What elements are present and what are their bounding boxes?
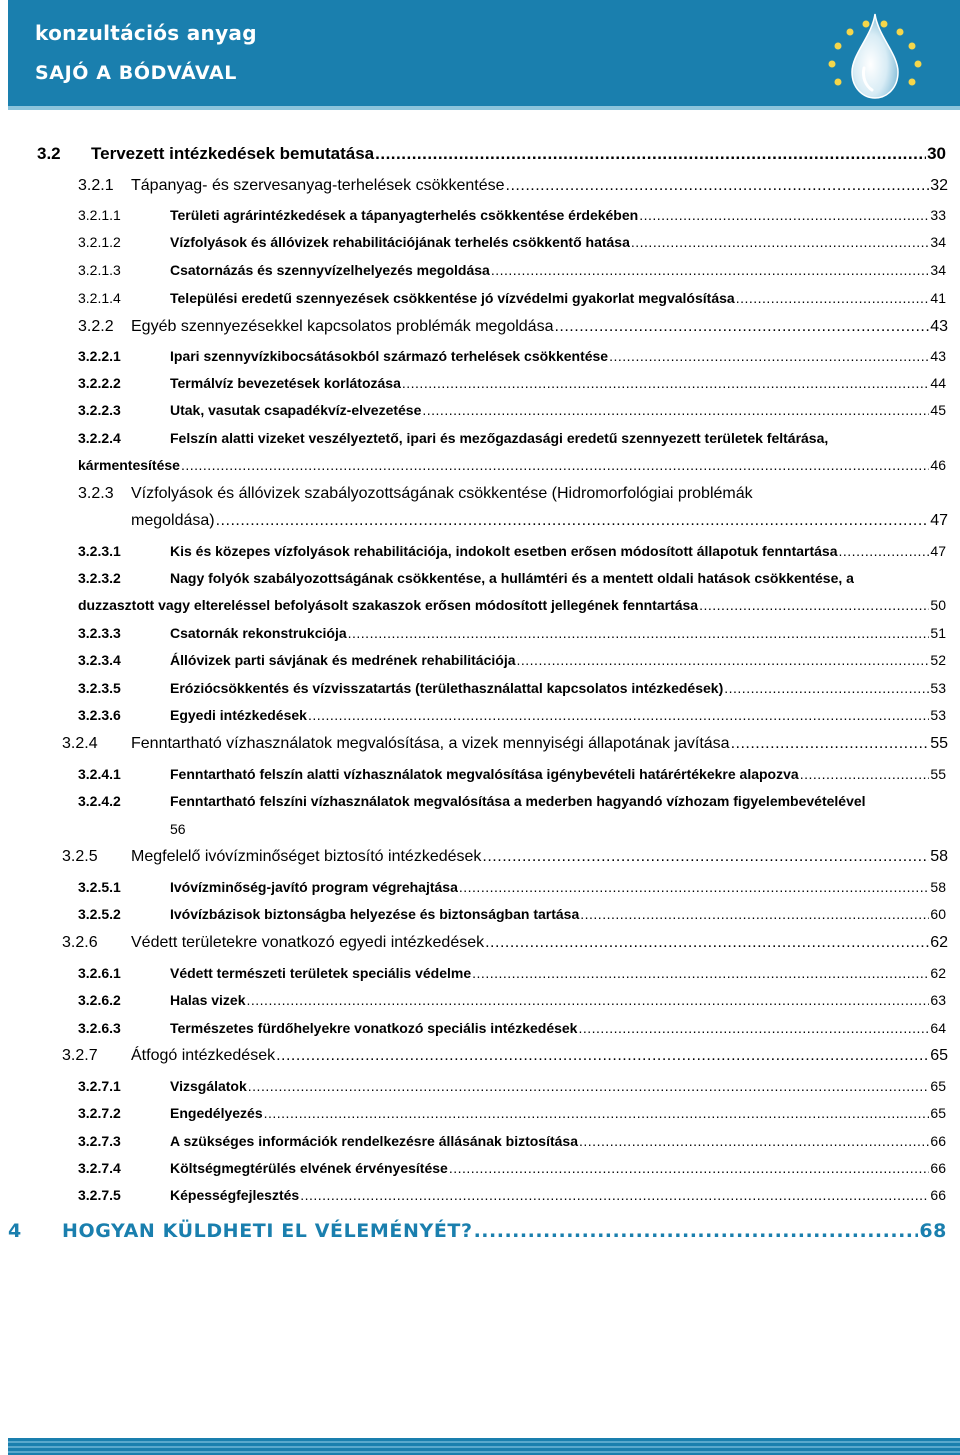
toc-title: Nagy folyók szabályozottságának csökkentése, a hullámtéri és a mentett oldali hatások csökkentése, a [170, 570, 854, 586]
toc-title: Termálvíz bevezetések korlátozása [170, 375, 401, 391]
toc-number: 3.2.2.2 [78, 375, 121, 391]
toc-entry[interactable] [78, 1187, 946, 1203]
toc-number: 3.2.3.5 [78, 680, 121, 696]
toc-title: Költségmegtérülés elvének érvényesítése [170, 1160, 448, 1176]
toc-number: 3.2.6.1 [78, 965, 121, 981]
toc-leader [839, 543, 930, 559]
toc-entry[interactable] [78, 766, 946, 782]
toc-page: 44 [930, 375, 946, 391]
toc-entry[interactable] [78, 1105, 946, 1121]
toc-title-continuation: kármentesítése [78, 457, 180, 473]
toc-page: 58 [930, 879, 946, 895]
toc-title: Engedélyezés [170, 1105, 263, 1121]
toc-page: 65 [930, 1078, 946, 1094]
toc-page: 46 [930, 457, 946, 473]
toc-page: 64 [930, 1020, 946, 1036]
toc-number: 3.2.1.1 [78, 207, 121, 223]
toc-title: A szükséges információk rendelkezésre állásának biztosítása [170, 1133, 579, 1149]
toc-entry[interactable] [78, 402, 946, 418]
toc-number: 3.2.7.5 [78, 1187, 121, 1203]
toc-number: 3.2.2.3 [78, 402, 121, 418]
toc-number: 3.2.6 [62, 934, 98, 951]
toc-title: Vizsgálatok [170, 1078, 247, 1094]
toc-number: 3.2.3.2 [78, 570, 121, 586]
toc-title: Természetes fürdőhelyekre vonatkozó speciális intézkedések [170, 1020, 578, 1036]
toc-leader [264, 1105, 930, 1121]
toc-entry[interactable] [78, 680, 946, 696]
toc-entry[interactable] [78, 1020, 946, 1036]
toc-leader [578, 1020, 929, 1036]
toc-entry[interactable] [78, 652, 946, 668]
toc-page: 51 [930, 625, 946, 641]
toc-number: 3.2.3.3 [78, 625, 121, 641]
toc-page: 60 [930, 906, 946, 922]
toc-number: 3.2.7.3 [78, 1133, 121, 1149]
toc-entry[interactable] [78, 177, 948, 195]
toc-page: 34 [930, 234, 946, 250]
toc-number: 3.2.7.2 [78, 1105, 121, 1121]
toc-leader [181, 457, 929, 473]
toc-leader [300, 1187, 929, 1203]
toc-entry[interactable] [78, 430, 946, 446]
toc-number: 3.2.5 [62, 848, 98, 865]
toc-number: 3.2.3.4 [78, 652, 121, 668]
toc-leader [449, 1160, 930, 1176]
toc-title: Ivóvízbázisok biztonságba helyezése és biztonságban tartása [170, 906, 580, 922]
toc-entry[interactable] [78, 570, 946, 586]
toc-page: 65 [930, 1105, 946, 1121]
toc-entry[interactable] [78, 906, 946, 922]
toc-title: Csatornázás és szennyvízelhelyezés megoldása [170, 262, 490, 278]
toc-title: Egyedi intézkedések [170, 707, 307, 723]
toc-title: Átfogó intézkedések [131, 1047, 276, 1064]
toc-entry[interactable] [78, 793, 946, 809]
toc-leader [472, 965, 929, 981]
toc-page: 43 [930, 348, 946, 364]
toc-page: 66 [930, 1160, 946, 1176]
toc-number: 3.2.7 [62, 1047, 98, 1064]
toc-entry[interactable] [78, 1078, 946, 1094]
toc-number: 3.2.2.1 [78, 348, 121, 364]
toc-number: 3.2.1.3 [78, 262, 121, 278]
toc-number: 3.2.4 [62, 735, 98, 752]
toc-page: 63 [930, 992, 946, 1008]
toc-entry[interactable] [62, 848, 948, 866]
toc-entry[interactable] [62, 934, 948, 952]
toc-title: Fenntartható vízhasználatok megvalósítása, a vizek mennyiségi állapotának javítása [131, 735, 730, 752]
toc-number: 3.2.4.1 [78, 766, 121, 782]
toc-page: 58 [930, 848, 948, 865]
toc-leader [422, 402, 929, 418]
toc-leader [308, 707, 929, 723]
toc-page: 47 [930, 543, 946, 559]
toc-title: Egyéb szennyezésekkel kapcsolatos problémák megoldása [131, 318, 554, 335]
toc-page: 30 [927, 144, 946, 163]
toc-leader [579, 1133, 929, 1149]
toc-title: HOGYAN KÜLDHETI EL VÉLEMÉNYÉT? [62, 1220, 473, 1242]
toc-title: Ipari szennyvízkibocsátásokból származó terhelések csökkentése [170, 348, 609, 364]
toc-page: 50 [930, 597, 946, 613]
toc-title: Védett területekre vonatkozó egyedi intézkedések [131, 934, 485, 951]
toc-number: 4 [8, 1220, 22, 1242]
toc-leader [609, 348, 929, 364]
toc-leader [375, 144, 926, 164]
toc-title: Tervezett intézkedések bemutatása [91, 144, 375, 163]
toc-entry[interactable] [78, 707, 946, 723]
toc-entry[interactable] [78, 965, 946, 981]
toc-page: 56 [170, 821, 186, 837]
footer-band [8, 1438, 960, 1455]
toc-page: 55 [930, 766, 946, 782]
toc-title: Eróziócsökkentés és vízvisszatartás (területhasználattal kapcsolatos intézkedések) [170, 680, 724, 696]
toc-entry[interactable] [78, 375, 946, 391]
toc-title: Megfelelő ivóvízminőséget biztosító intézkedések [131, 848, 482, 865]
toc-leader [216, 512, 930, 530]
toc-leader [736, 290, 930, 306]
toc-leader [248, 1078, 930, 1094]
toc-number: 3.2.1 [78, 177, 114, 194]
toc-title: Állóvizek parti sávjának és medrének rehabilitációja [170, 652, 516, 668]
toc-entry[interactable] [78, 485, 948, 503]
toc-number: 3.2.2.4 [78, 430, 121, 446]
toc-page: 47 [930, 512, 948, 529]
toc-entry-continuation[interactable] [170, 821, 946, 837]
toc-leader [554, 318, 929, 336]
toc-title: Területi agrárintézkedések a tápanyagterhelés csökkentése érdekében [170, 207, 639, 223]
toc-leader [800, 766, 930, 782]
toc-entry[interactable] [78, 234, 946, 250]
toc-number: 3.2.6.3 [78, 1020, 121, 1036]
toc-title: Tápanyag- és szervesanyag-terhelések csökkentése [131, 177, 505, 194]
toc-page: 52 [930, 652, 946, 668]
header-title: konzultációs anyag [35, 21, 257, 45]
toc-entry[interactable] [62, 735, 948, 753]
toc-title: Vízfolyások és állóvizek rehabilitációjának terhelés csökkentő hatása [170, 234, 630, 250]
toc-title: Vízfolyások és állóvizek szabályozottságának csökkentése (Hidromorfológiai problémák [131, 485, 753, 502]
toc-title: Felszín alatti vizeket veszélyeztető, ipari és mezőgazdasági eredetű szennyezett területek feltárása, [170, 430, 829, 446]
toc-entry[interactable] [78, 348, 946, 364]
toc-entry[interactable] [78, 318, 948, 336]
toc-leader [724, 680, 929, 696]
toc-entry-continuation[interactable] [131, 512, 948, 530]
toc-leader [474, 1220, 919, 1242]
toc-leader [639, 207, 929, 223]
toc-page: 66 [930, 1133, 946, 1149]
toc-number: 3.2.2 [78, 318, 114, 335]
header-subtitle: SAJÓ A BÓDVÁVAL [35, 62, 238, 84]
toc-number: 3.2.3 [78, 485, 114, 502]
toc-page: 65 [930, 1047, 948, 1064]
toc-page: 53 [930, 707, 946, 723]
toc-page: 55 [930, 735, 948, 752]
toc-number: 3.2.3.1 [78, 543, 121, 559]
toc-page: 45 [930, 402, 946, 418]
toc-leader [276, 1047, 929, 1065]
toc-leader [459, 879, 930, 895]
toc-entry[interactable] [78, 992, 946, 1008]
toc-leader [247, 992, 930, 1008]
toc-number: 3.2.7.1 [78, 1078, 121, 1094]
toc-title: Csatornák rekonstrukciója [170, 625, 347, 641]
toc-number: 3.2.3.6 [78, 707, 121, 723]
toc-entry[interactable] [78, 1133, 946, 1149]
toc-title: Utak, vasutak csapadékvíz-elvezetése [170, 402, 422, 418]
toc-number: 3.2 [37, 144, 61, 163]
toc-title: Települési eredetű szennyezések csökkentése jó vízvédelmi gyakorlat megvalósítása [170, 290, 735, 306]
toc-page: 43 [930, 318, 948, 335]
toc-page: 53 [930, 680, 946, 696]
toc-title: Védett természeti területek speciális védelme [170, 965, 472, 981]
toc-page: 62 [930, 965, 946, 981]
toc-number: 3.2.6.2 [78, 992, 121, 1008]
toc-title: Ivóvízminőség-javító program végrehajtása [170, 879, 458, 895]
toc-page: 33 [930, 207, 946, 223]
toc-page: 34 [930, 262, 946, 278]
toc-entry-continuation[interactable] [78, 597, 946, 613]
toc-leader [580, 906, 929, 922]
toc-leader [491, 262, 930, 278]
toc-number: 3.2.5.2 [78, 906, 121, 922]
toc-title: Fenntartható felszín alatti vízhasználatok megvalósítása igénybevételi határértékekre alapozva [170, 766, 799, 782]
toc-number: 3.2.4.2 [78, 793, 121, 809]
toc-page: 41 [930, 290, 946, 306]
toc-title: Halas vizek [170, 992, 246, 1008]
toc-leader [631, 234, 930, 250]
toc-leader [731, 735, 930, 753]
toc-title-continuation: duzzasztott vagy eltereléssel befolyásolt szakaszok erősen módosított jellegének fenntartása [78, 597, 699, 613]
toc-entry[interactable] [78, 1160, 946, 1176]
toc-page: 32 [930, 177, 948, 194]
toc-leader [699, 597, 929, 613]
toc-entry[interactable] [78, 262, 946, 278]
toc-entry[interactable] [78, 207, 946, 223]
toc-entry[interactable] [78, 625, 946, 641]
toc-entry-continuation[interactable] [78, 457, 946, 473]
toc-number: 3.2.1.2 [78, 234, 121, 250]
toc-page: 62 [930, 934, 948, 951]
toc-title-continuation: megoldása) [131, 512, 215, 529]
toc-leader [517, 652, 930, 668]
toc-entry[interactable] [37, 144, 946, 164]
toc-leader [402, 375, 930, 391]
toc-title: Fenntartható felszíni vízhasználatok megvalósítása a mederben hagyandó vízhozam figyelembevételével [170, 793, 866, 809]
toc-title: Képességfejlesztés [170, 1187, 300, 1203]
toc-page: 66 [930, 1187, 946, 1203]
toc-entry[interactable] [78, 879, 946, 895]
toc-title: Kis és közepes vízfolyások rehabilitációja, indokolt esetben erősen módosított állapotuk fenntartása [170, 543, 838, 559]
toc-page: 68 [919, 1220, 947, 1242]
toc-number: 3.2.5.1 [78, 879, 121, 895]
toc-leader [485, 934, 929, 952]
toc-entry[interactable] [62, 1047, 948, 1065]
toc-entry[interactable] [78, 543, 946, 559]
toc-entry-chapter[interactable] [8, 1220, 947, 1242]
toc-leader [506, 177, 930, 195]
toc-number: 3.2.7.4 [78, 1160, 121, 1176]
toc-number: 3.2.1.4 [78, 290, 121, 306]
toc-entry[interactable] [78, 290, 946, 306]
toc-leader [482, 848, 929, 866]
toc-leader [348, 625, 930, 641]
